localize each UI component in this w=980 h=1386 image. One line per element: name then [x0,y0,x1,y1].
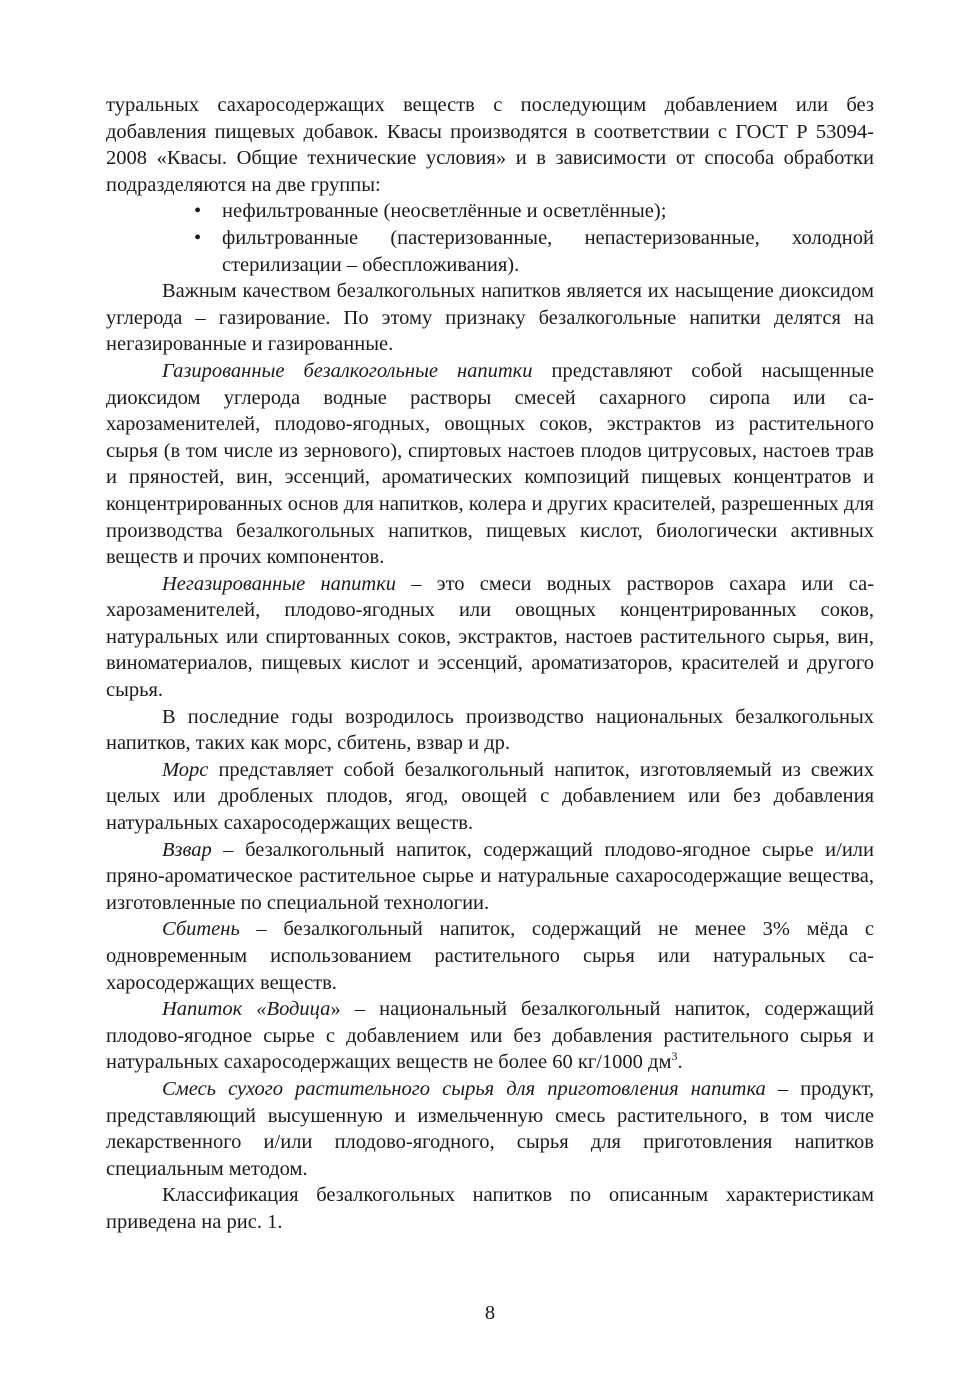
bullet-item [194,198,874,225]
term-dry-mix: Смесь сухого растительного сырья для приготовления напитка [162,1077,766,1100]
paragraph-national: В последние годы возродилось производство национальных безалкогольных напитков, таких как морс, сбитень, взвар и др. [106,705,874,755]
bullet-text: фильтрованные (пастеризованные, непастеризованные, холодной стерилизации – обеспложивания). [222,226,874,276]
paragraph-classification: Классификация безалкогольных напитков по описанным характеристикам приведена на рис. 1. [106,1184,874,1233]
term-sbiten: Сбитень [162,918,240,941]
term-carbonated: Газированные безалкогольные напитки [162,359,533,382]
definition-vzvar: – безалкогольный напиток, содержащий плодово-ягодное сырье и/или пряно-ароматическое растительное сырье и натуральные сахаросодержащие вещества, изготовленные по специальной технологии. [106,838,874,914]
page-number: 8 [484,1302,496,1324]
paragraph-voditsa [106,996,874,1076]
paragraph-carbonation: Важным качеством безалкогольных напитков является их насыщение диоксидом углерода – газирование. По этому признаку безалкогольные напитки делятся на негазированные и газированные. [106,280,874,356]
term-mors: Морс [162,758,209,781]
definition-noncarbonated: – это смеси водных растворов сахара или сахарозаменителей, плодово-ягодных или овощных концентрированных соков, натуральных или спиртованных соков, экстрактов, настоев растительного сырья, вин, виноматериалов, пищевых кислот и эссенций, ароматизаторов, красителей и другого сырья. [106,572,875,702]
page-body [106,92,874,1236]
definition-carbonated: представляют собой насыщенные диоксидом углерода водные растворы смесей сахарного сиропа или сахарозаменителей, плодово-ягодных, овощных соков, экстрактов из растительного сырья (в том числе из зернового), спиртовых настоев плодов цитрусовых, настоев трав и пряностей, вин, эссенций, ароматических композиций пищевых концентратов и концентрированных основ для напитков, колера и других красителей, разрешенных для производства безалкогольных напитков, пищевых кислот, биологически активных веществ и прочих компонентов. [106,359,874,569]
definition-voditsa: » – национальный безалкогольный напиток, содержащий плодово-ягодное сырье с добавлением или без добавления растительного сырья и натуральных сахаросодержащих веществ не более 60 кг/1000 дм [106,998,874,1074]
paragraph-dry-mix [106,1076,874,1182]
term-vzvar: Взвар [162,838,212,861]
paragraph-carbonated [106,358,874,571]
term-noncarbonated: Негазированные напитки [162,572,397,595]
paragraph-vzvar [106,837,874,917]
bullet-list [106,198,874,278]
paragraph-sbiten [106,916,874,996]
definition-sbiten: – безалкогольный напиток, содержащий не менее 3% мёда с одновременным использованием растительного сырья или натуральных сахаросодержащих веществ. [106,918,874,994]
bullet-item [194,225,874,278]
definition-voditsa-end: . [677,1051,683,1074]
superscript-cubed: 3 [671,1049,678,1064]
paragraph-intro: туральных сахаросодержащих веществ с последующим добавлением или без добавления пищевых добавок. Квасы производятся в соответствии с ГОСТ Р 53094-2008 «Квасы. Общие технические условия» и в зависимости от способа обработки подразделяются на две группы: [106,94,874,196]
paragraph-mors [106,757,874,837]
term-voditsa: Напиток «Водица [162,998,331,1021]
bullet-icon: • [194,226,202,249]
bullet-icon: • [194,200,202,223]
definition-mors: представляет собой безалкогольный напиток, изготовляемый из свежих целых или дробленых плодов, ягод, овощей с добавлением или без добавления натуральных сахаросодержащих веществ. [106,758,874,835]
paragraph-noncarbonated [106,571,874,704]
bullet-text: нефильтрованные (неосветлённые и осветлённые); [222,200,667,223]
definition-dry-mix: – продукт, представляющий высушенную и измельченную смесь растительного, в том числе лекарственного и/или плодово-ягодного, сырья для приготовления напитков специальным методом. [106,1077,874,1180]
